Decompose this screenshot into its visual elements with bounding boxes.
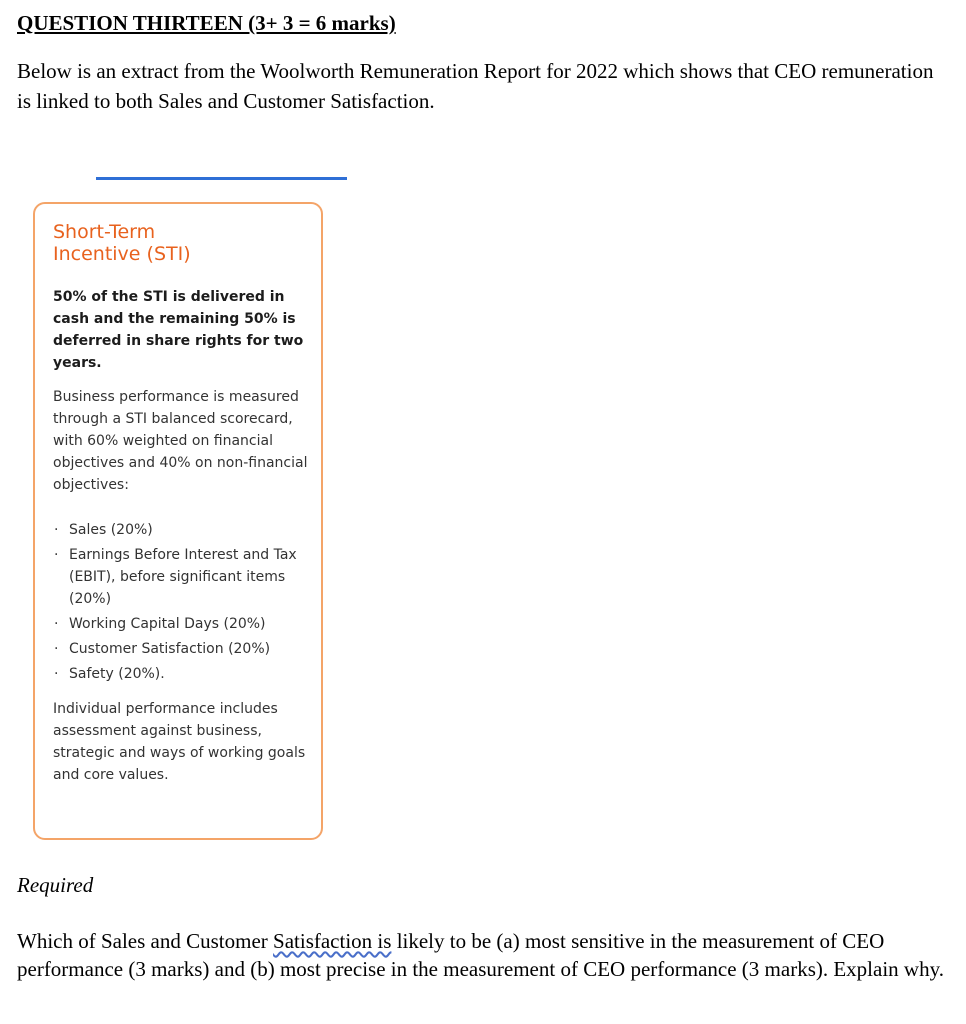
bullet-icon: · (54, 641, 59, 657)
bullet-icon: · (54, 666, 59, 682)
intro-paragraph: Below is an extract from the Woolworth Remuneration Report for 2022 which shows that CEO remuneration is linked to both Sales and Customer Satisfaction. (17, 59, 934, 113)
sti-objectives-list (53, 519, 318, 688)
list-item-text: Working Capital Days (20%) (69, 616, 266, 632)
list-item-text: Earnings Before Interest and Tax (EBIT), before significant items (20%) (69, 547, 297, 607)
list-item (53, 613, 318, 635)
required-label: Required (17, 873, 94, 897)
sti-title-line-2: Incentive (STI) (53, 243, 191, 265)
list-item (53, 663, 318, 685)
question-text-end: likely to be (a) most sensitive in the measurement of CEO performance (3 marks) and (b) most precise in the measurement of CEO performance (3 marks). Explain why. (17, 929, 944, 981)
question-heading: QUESTION THIRTEEN (3+ 3 = 6 marks) (17, 11, 396, 35)
bullet-icon: · (54, 616, 59, 632)
bullet-icon: · (54, 522, 59, 538)
question-text (17, 927, 952, 983)
list-item (53, 638, 318, 660)
list-item-text: Sales (20%) (69, 522, 153, 538)
list-item (53, 544, 318, 610)
question-text-start: Which of Sales and Customer (17, 929, 274, 953)
sti-individual-text: Individual performance includes assessment against business, strategic and ways of working goals and core values. (53, 701, 306, 783)
sti-title-line-1: Short-Term (53, 221, 156, 243)
list-item-text: Customer Satisfaction (20%) (69, 641, 271, 657)
bullet-icon: · (54, 547, 59, 563)
sti-delivery-text: 50% of the STI is delivered in cash and the remaining 50% is deferred in share rights for two years. (53, 289, 304, 371)
list-item (53, 519, 318, 541)
sti-card (33, 202, 323, 840)
sti-title (53, 221, 191, 265)
list-item-text: Safety (20%). (69, 666, 165, 682)
spellcheck-marked-text: Satisfaction is (273, 929, 392, 953)
blue-divider (96, 177, 347, 180)
sti-scorecard-text: Business performance is measured through a STI balanced scorecard, with 60% weighted on financial objectives and 40% on non-financial objectives: (53, 389, 308, 493)
